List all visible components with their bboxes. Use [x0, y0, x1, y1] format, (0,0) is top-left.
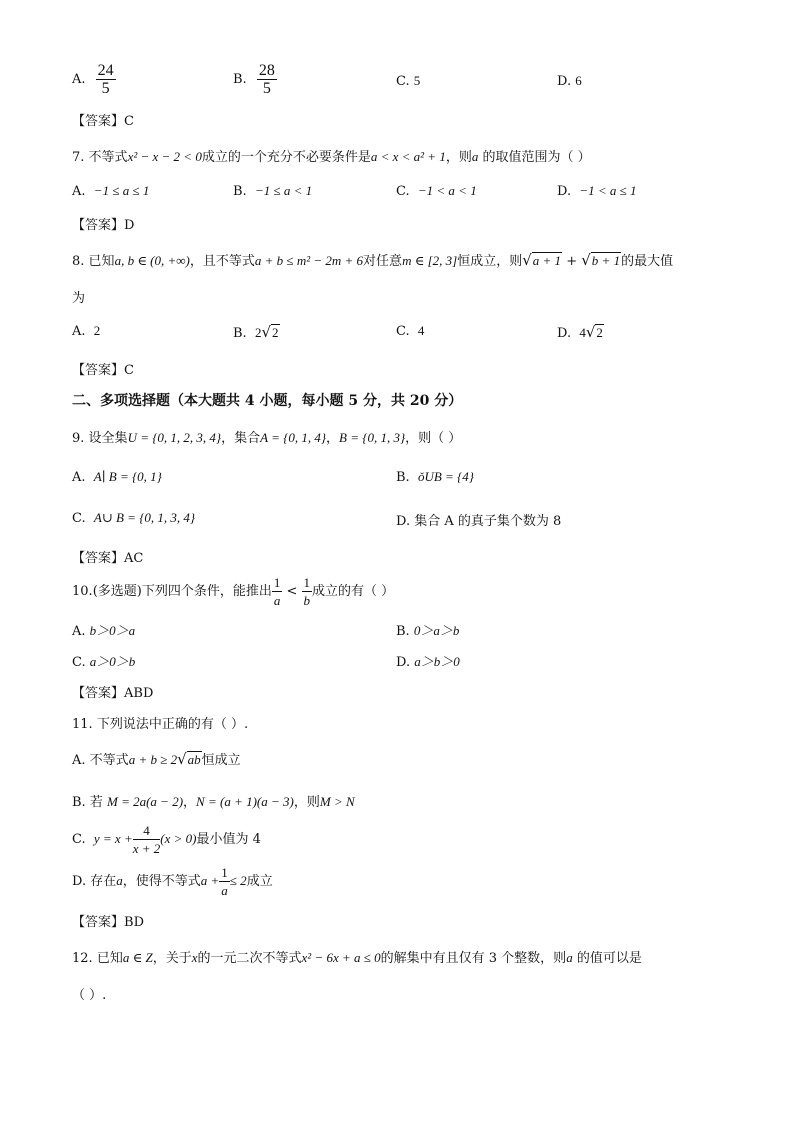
q8-stem-line2: 为 [72, 291, 86, 306]
q8-option-d: D. 4√2 [557, 323, 603, 341]
q8-answer: 【答案】C [72, 363, 134, 378]
q8-domain: a, b ∈ (0, +∞) [114, 253, 190, 268]
q11-option-c: C. y = x + $\frac{4}{x + 2}$ (x > 0)最小值为 4 [72, 823, 261, 856]
q7-option-c: C. −1 < a < 1 [396, 183, 477, 199]
q8-condition: m ∈ [2, 3] [402, 253, 458, 268]
q8-option-a: A. 2 [72, 323, 101, 339]
q11-answer: 【答案】BD [72, 915, 144, 930]
q9-answer: 【答案】AC [72, 551, 144, 566]
q7-stem: 7. 不等式x² − x − 2 < 0成立的一个充分不必要条件是a < x < a² + 1，则a 的取值范围为（ ） [72, 149, 591, 165]
q8-stem: 8. 已知a, b ∈ (0, +∞)，且不等式a + b ≤ m² − 2m + 6对任意m ∈ [2, 3]恒成立，则√a + 1 + √b + 1的最大值 [72, 251, 674, 269]
q11-option-a: A. 不等式a + b ≥ 2√ab恒成立 [72, 750, 241, 768]
q10-stem: 10.(多选题)下列四个条件，能推出 $\frac{1}{a}$ < $\frac{1}{b}$ 成立的有（ ） [72, 575, 395, 608]
q9-set-b: B = {0, 1, 3} [339, 430, 406, 445]
q9-universal-set: U = {0, 1, 2, 3, 4} [127, 430, 222, 445]
q12-stem-line2: （ ）. [72, 988, 107, 1003]
q8-inequality: a + b ≤ m² − 2m + 6 [254, 253, 364, 268]
q6-answer: 【答案】C [72, 114, 134, 129]
q12-inequality: x² − 6x + a ≤ 0 [301, 950, 381, 965]
q8-sqrt-b: b + 1 [591, 253, 621, 268]
q10-answer: 【答案】ABD [72, 686, 154, 701]
q7-option-d: D. −1 < a ≤ 1 [557, 183, 637, 199]
q7-inequality: x² − x − 2 < 0 [127, 149, 202, 164]
q11-stem: 11. 下列说法中正确的有（ ）. [72, 717, 249, 732]
q9-option-b: B. ǒUB = {4} [396, 469, 474, 485]
q8-option-c: C. 4 [396, 323, 425, 339]
q7-answer: 【答案】D [72, 218, 135, 233]
q11-option-d-fraction: $\frac{1}{a}$ [221, 865, 228, 898]
q6-option-a: A. $\frac{24}{5}$ [72, 62, 114, 97]
q12-stem: 12. 已知a ∈ Z，关于x的一元二次不等式x² − 6x + a ≤ 0的解集中有且仅有 3 个整数，则a 的值可以是 [72, 950, 642, 966]
q6-option-b-fraction: $\frac{28}{5}$ [258, 62, 275, 97]
q11-option-d: D. 存在a，使得不等式a + $\frac{1}{a}$ ≤ 2成立 [72, 865, 273, 898]
q7-option-a: A. −1 ≤ a ≤ 1 [72, 183, 150, 199]
q9-option-a: A. A∣ B = {0, 1} [72, 469, 162, 485]
q8-sqrt-a: a + 1 [532, 253, 562, 268]
q9-option-d: D. 集合 A 的真子集个数为 8 [396, 514, 562, 529]
q9-option-c: C. A∪ B = {0, 1, 3, 4} [72, 510, 196, 526]
q10-option-d: D. a＞b＞0 [396, 654, 460, 670]
q7-option-b: B. −1 ≤ a < 1 [233, 183, 313, 199]
q10-option-a: A. b＞0＞a [72, 623, 136, 639]
q6-option-b: B. $\frac{28}{5}$ [233, 62, 275, 97]
q7-condition: a < x < a² + 1 [370, 149, 446, 164]
q10-fraction-lhs: $\frac{1}{a}$ [273, 575, 281, 608]
q10-option-c: C. a＞0＞b [72, 654, 136, 670]
q10-fraction-rhs: $\frac{1}{b}$ [303, 575, 311, 608]
q6-option-d: D. 6 [557, 73, 582, 89]
q9-set-a: A = {0, 1, 4} [260, 430, 327, 445]
q10-option-b: B. 0＞a＞b [396, 623, 460, 639]
q6-option-a-fraction: $\frac{24}{5}$ [97, 62, 114, 97]
q11-option-c-fraction: $\frac{4}{x + 2}$ [132, 823, 161, 856]
q11-option-b: B. 若 M = 2a(a − 2)，N = (a + 1)(a − 3)，则M > N [72, 794, 355, 810]
q6-option-c: C. 5 [396, 73, 421, 89]
q9-stem: 9. 设全集U = {0, 1, 2, 3, 4}，集合A = {0, 1, 4}，B = {0, 1, 3}，则（ ） [72, 430, 462, 446]
q8-option-b: B. 2√2 [233, 323, 279, 341]
section-heading: 二、多项选择题（本大题共 4 小题，每小题 5 分，共 20 分） [72, 393, 463, 409]
